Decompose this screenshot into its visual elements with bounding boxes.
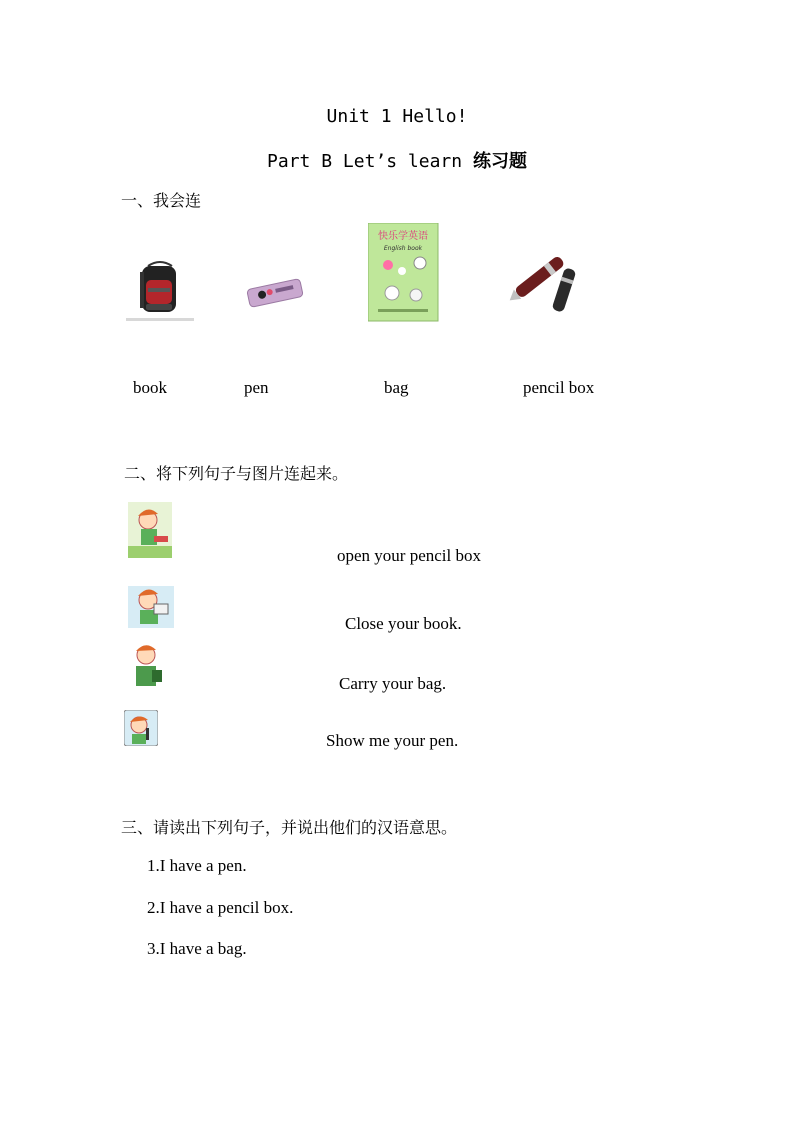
pencil-box-image (244, 276, 306, 310)
girl-closing-book-image (128, 580, 174, 628)
word-book: book (133, 378, 167, 397)
subtitle-english: Part B Let’s learn (267, 151, 463, 172)
section3-sentence-2: 2.I have a pencil box. (147, 898, 294, 917)
word-bag: bag (384, 378, 409, 397)
section1-heading: 一、我会连 (121, 191, 202, 210)
subtitle-chinese: 练习题 (472, 151, 527, 172)
page-title: Unit 1 Hello! (326, 106, 468, 127)
girl-carrying-bag-image (128, 642, 168, 690)
word-pencil-box: pencil box (523, 378, 595, 397)
section3-sentence-1: 1.I have a pen. (147, 856, 247, 875)
section3-heading: 三、请读出下列句子，并说出他们的汉语意思。 (121, 818, 458, 837)
sentence-close-book: Close your book. (345, 614, 462, 633)
sentence-show-pen: Show me your pen. (326, 731, 459, 750)
girl-opening-pencil-box-image (128, 502, 172, 558)
girl-showing-pen-image (124, 710, 158, 746)
book-cover-subtitle: English book (383, 245, 423, 252)
school-bag-image (124, 258, 196, 324)
page-subtitle (0, 147, 794, 173)
sentence-open-pencil-box: open your pencil box (337, 546, 481, 565)
fountain-pen-image (502, 236, 592, 314)
english-book-image (368, 223, 440, 323)
sentence-carry-bag: Carry your bag. (339, 674, 447, 693)
word-pen: pen (244, 378, 269, 397)
section3-sentence-3: 3.I have a bag. (147, 939, 247, 958)
section2-heading: 二、将下列句子与图片连起来。 (124, 464, 349, 483)
book-cover-title: 快乐学英语 (378, 231, 428, 242)
